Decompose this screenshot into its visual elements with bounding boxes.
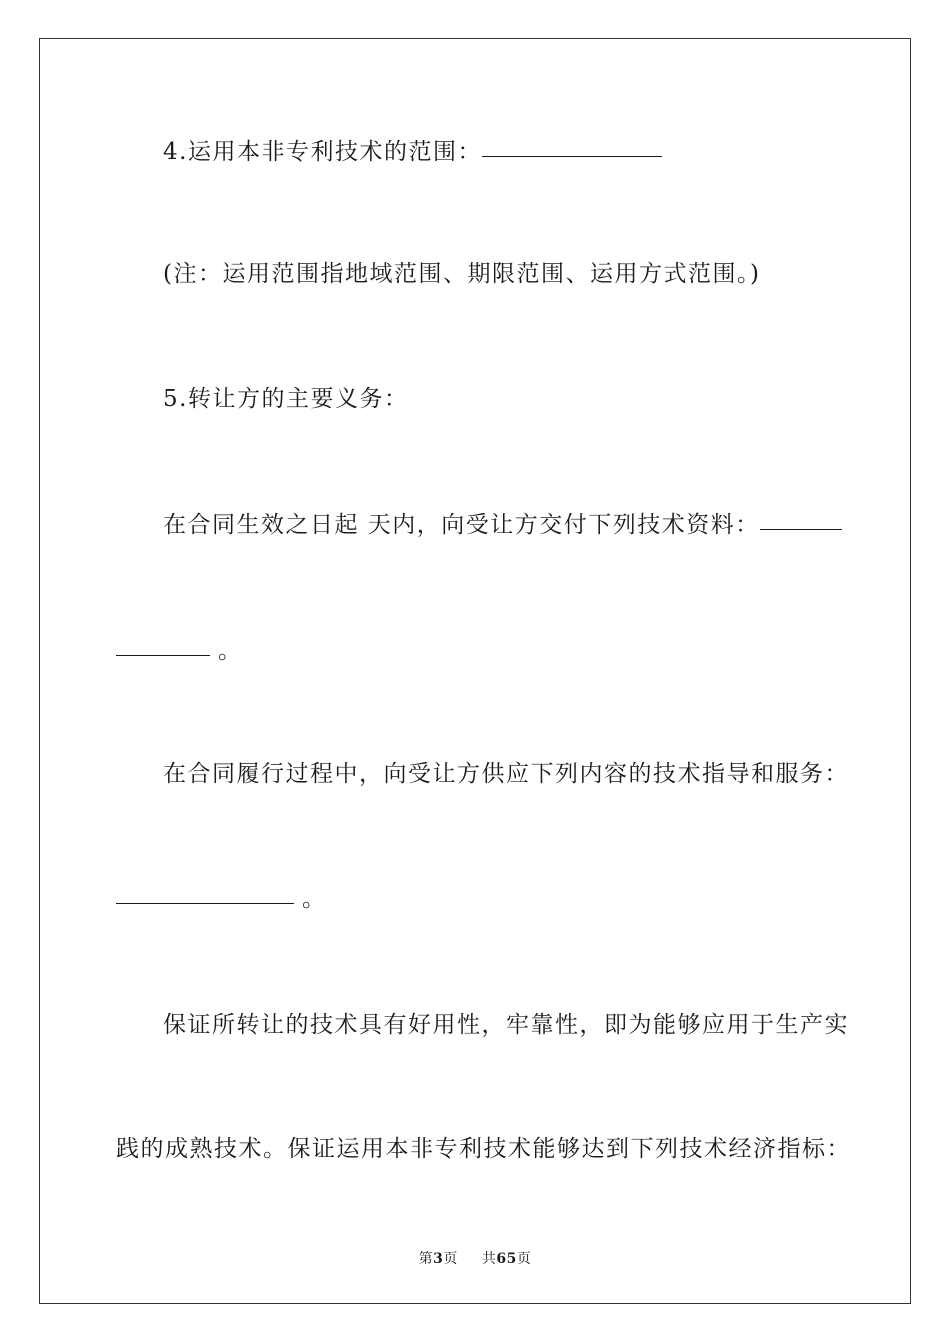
paragraph-guidance <box>163 759 849 789</box>
delivery-blank-1 <box>760 528 842 530</box>
guidance-blank <box>116 902 294 904</box>
page-suffix: 页 <box>443 1251 458 1267</box>
total-suffix: 页 <box>516 1251 532 1267</box>
guarantee-text: 保证所转让的技术具有好用性，牢靠性，即为能够应用于生产实 <box>163 1012 849 1038</box>
paragraph-scope <box>163 137 662 167</box>
paragraph-heading-obligations <box>163 384 408 414</box>
guidance-period: 。 <box>302 886 327 912</box>
page-prefix: 第 <box>418 1251 434 1267</box>
paragraph-delivery <box>163 510 842 540</box>
scope-blank <box>482 155 662 157</box>
guarantee-cont-text: 践的成熟技术。保证运用本非专利技术能够达到下列技术经济指标： <box>116 1136 851 1162</box>
page-number: 3 <box>433 1251 444 1267</box>
total-pages: 65 <box>496 1251 517 1267</box>
page-border <box>39 38 911 1304</box>
guidance-text: 在合同履行过程中，向受让方供应下列内容的技术指导和服务： <box>163 761 849 787</box>
delivery-period: 。 <box>218 638 243 664</box>
obligations-heading: 5.转让方的主要义务： <box>163 386 409 412</box>
paragraph-guarantee <box>163 1010 849 1040</box>
paragraph-delivery-cont <box>116 636 243 666</box>
delivery-text: 在合同生效之日起 天内，向受让方交付下列技术资料： <box>163 512 760 538</box>
delivery-blank-2 <box>116 654 210 656</box>
paragraph-guidance-cont <box>116 884 327 914</box>
page-footer <box>0 1248 950 1268</box>
paragraph-guarantee-cont <box>116 1134 851 1164</box>
total-prefix: 共 <box>481 1251 497 1267</box>
note-text: (注：运用范围指地域范围、期限范围、运用方式范围。) <box>163 261 761 287</box>
scope-text: 4.运用本非专利技术的范围： <box>163 139 482 165</box>
paragraph-note <box>163 259 760 289</box>
